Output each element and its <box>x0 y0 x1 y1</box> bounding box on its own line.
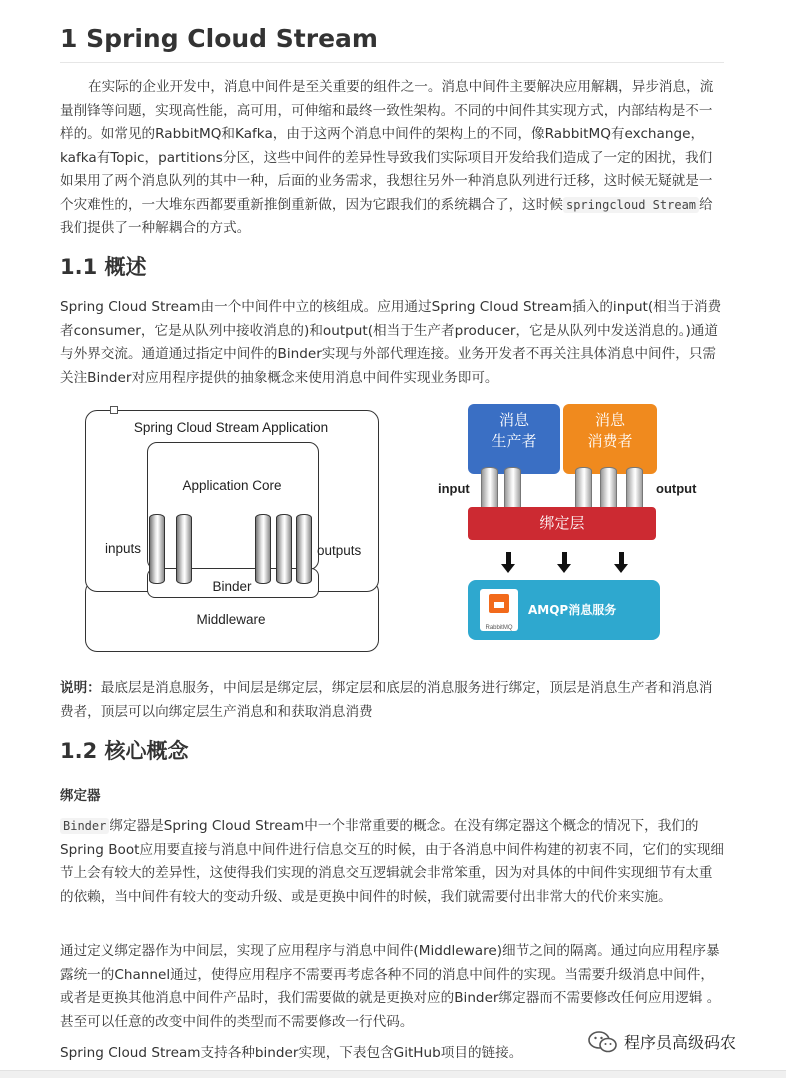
intro-paragraph <box>60 76 724 241</box>
binder-layer-block: 绑定层 <box>468 507 656 540</box>
intro-code: springcloud Stream <box>563 197 699 213</box>
output-label: output <box>656 481 697 496</box>
binder-label: Binder <box>212 579 252 594</box>
input-channel-cylinder <box>176 514 192 584</box>
input-channel-cylinder <box>149 514 165 584</box>
amqp-service-label: AMQP消息服务 <box>528 603 617 617</box>
sub-heading-binder: 绑定器 <box>60 788 101 804</box>
output-channel-cylinder <box>255 514 271 584</box>
producer-block: 消息 生产者 <box>468 404 560 474</box>
wechat-icon <box>588 1031 618 1053</box>
section-heading-1-2: 1.2 核心概念 <box>60 739 189 763</box>
rabbitmq-icon <box>489 594 509 613</box>
note-text: 最底层是消息服务，中间层是绑定层，绑定层和底层的消息服务进行绑定，顶层是消息生产者和消息消费者，顶层可以向绑定层生产消息和和获取消息消费 <box>60 680 713 720</box>
note-paragraph <box>60 677 724 724</box>
intro-text: 在实际的企业开发中，消息中间件是至关重要的组件之一。消息中间件主要解决应用解耦，异步消息，流量削锋等问题，实现高性能，高可用，可伸缩和最终一致性架构。不同的中间件其实现方式，内部结构是不一样的。如常见的RabbitMQ和Kafka，由于这两个消息中间件的架构上的不同，像RabbitMQ有exchange，kafka有Topic，partitions分区，这些中间件的差异性导致我们实际项目开发给我们造成了一定的困扰，我们如果用了两个消息队列的其中一种，后面的业务需求，我想往另外一种消息队列进行迁移，这时候无疑就是一个灾难性的，一大堆东西都要重新推倒重新做，因为它跟我们的系统耦合了，这时候 <box>60 79 714 213</box>
outputs-label: outputs <box>317 543 362 558</box>
amqp-service-block <box>468 580 660 640</box>
binder-p1-text: 绑定器是Spring Cloud Stream中一个非常重要的概念。在没有绑定器这个概念的情况下，我们的Spring Boot应用要直接与消息中间件进行信息交互的时候，由于各消息中间件构建的初衷不同，它们的实现细节上会有较大的差异性，这使得我们实现的消息交互逻辑就会非常笨重，因为对具体的中间件实现细节有太重的依赖，当中间件有较大的变动升级、或是更换中间件的时候，我们就需要付出非常大的代价来实施。 <box>60 818 725 905</box>
application-core-box <box>147 442 319 570</box>
binder-architecture-diagram <box>85 400 385 660</box>
section-heading-1-1: 1.1 概述 <box>60 255 147 279</box>
rabbitmq-logo <box>480 589 518 631</box>
inputs-label: inputs <box>105 541 142 556</box>
binder-paragraph-2: 通过定义绑定器作为中间层，实现了应用程序与消息中间件(Middleware)细节之间的隔离。通过向应用程序暴露统一的Channel通过，使得应用程序不需要再考虑各种不同的消息中间件的实现。当需要升级消息中间件，或者是更换其他消息中间件产品时，我们需要做的就是更换对应的Binder绑定器而不需要修改任何应用逻辑 。甚至可以任意的改变中间件的类型而不需要修改一行代码。 <box>60 943 721 1030</box>
watermark <box>588 1030 736 1053</box>
output-channel-cylinder <box>296 514 312 584</box>
output-channel-cylinder <box>276 514 292 584</box>
page-title: 1 Spring Cloud Stream <box>60 22 724 63</box>
watermark-text: 程序员高级码农 <box>624 1033 737 1052</box>
overview-paragraph: Spring Cloud Stream由一个中间件中立的核组成。应用通过Spring Cloud Stream插入的input(相当于消费者consumer，它是从队列中接收消息的)和output(相当于生产者producer，它是从队列中发送消息的。)通道与外界交流。通道通过指定中间件的Binder实现与外部代理连接。业务开发者不再关注具体消息中间件，只需关注Binder对应用程序提供的抽象概念来使用消息中间件实现业务即可。 <box>60 299 722 386</box>
binder-paragraph-1 <box>60 815 724 909</box>
consumer-block: 消息 消费者 <box>563 404 657 474</box>
application-label: Spring Cloud Stream Application <box>133 420 329 435</box>
note-label: 说明： <box>60 680 101 696</box>
intro-tail: 给我们提供了一种解耦合的方式。 <box>60 196 713 236</box>
middleware-label: Middleware <box>196 612 266 627</box>
selection-handle <box>110 406 118 414</box>
message-layers-diagram <box>435 400 725 645</box>
input-label: input <box>438 481 470 496</box>
binder-code: Binder <box>60 818 109 834</box>
binder-paragraph-3: Spring Cloud Stream支持各种binder实现，下表包含GitHub项目的链接。 <box>60 1045 523 1061</box>
application-core-label: Application Core <box>182 478 282 493</box>
rabbitmq-caption: RabbitMQ <box>485 625 513 631</box>
